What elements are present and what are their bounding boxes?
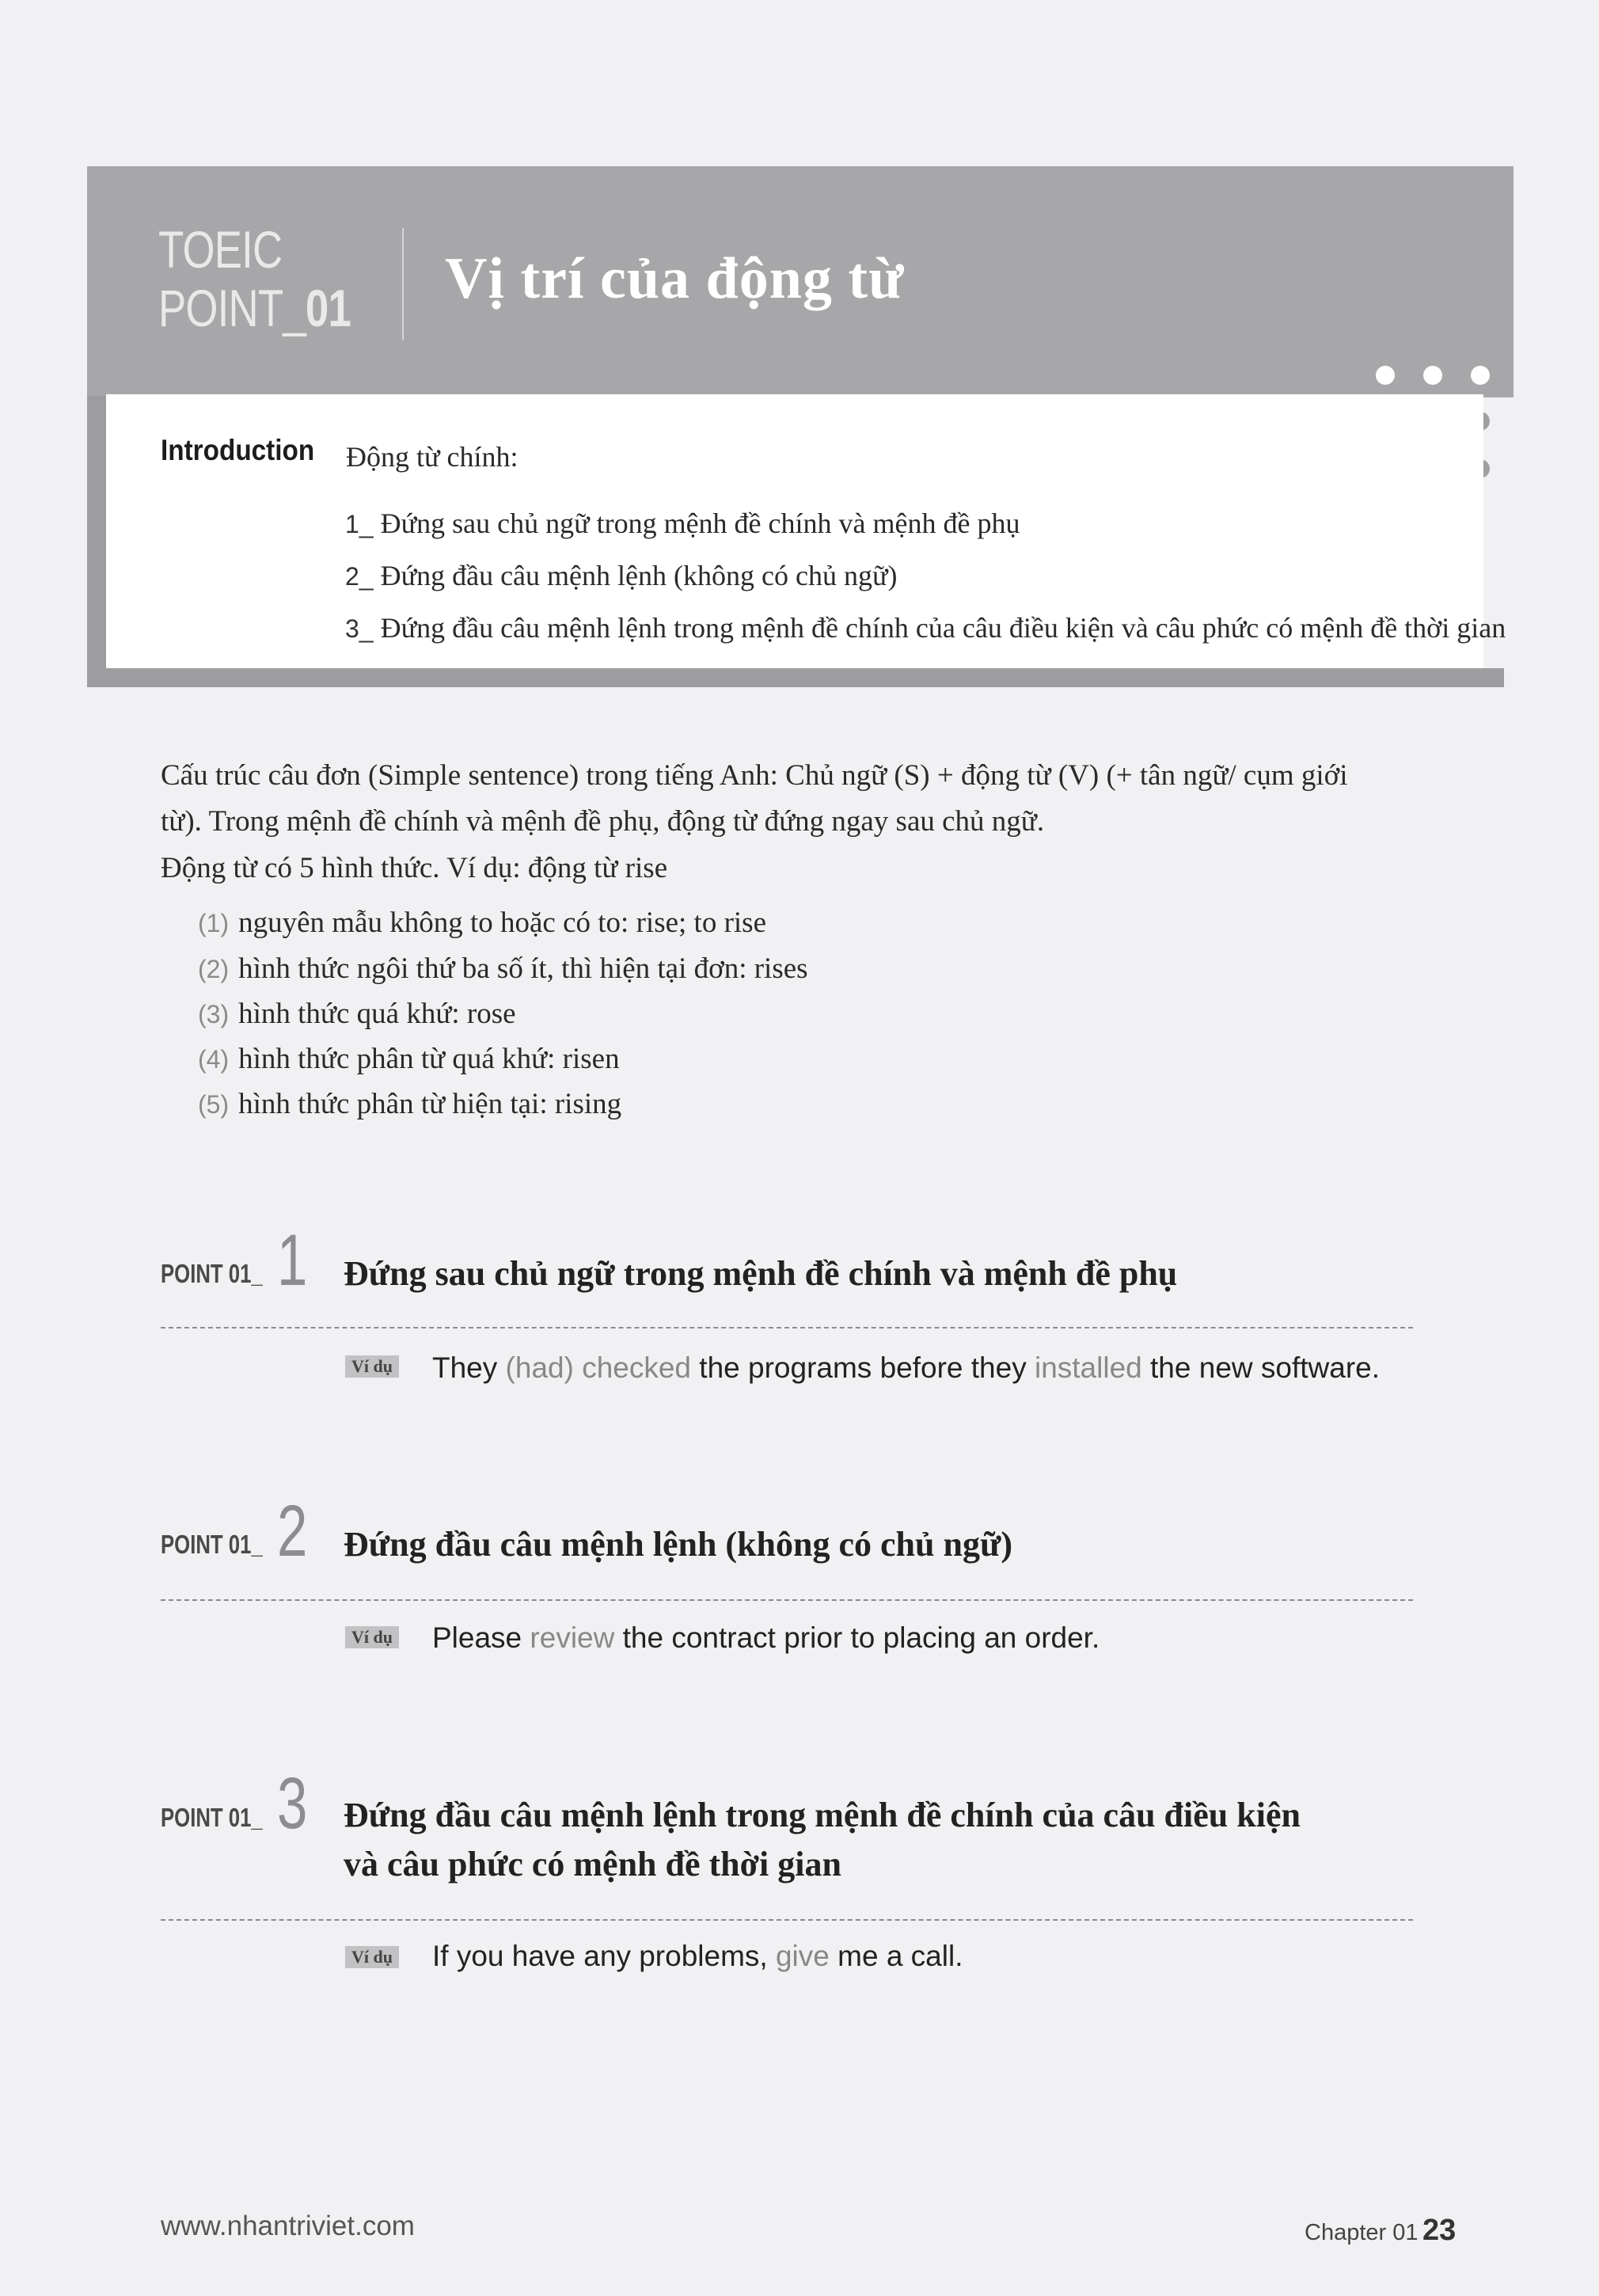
example-part: me a call. [829, 1940, 963, 1972]
intro-bottom-bar [87, 668, 1504, 687]
point-label: POINT 01_ [161, 1803, 263, 1832]
example-verb-highlight: review [530, 1621, 615, 1654]
form-list-item [198, 1087, 621, 1121]
page-title: Vị trí của động từ [445, 246, 905, 311]
example-verb-highlight: give [775, 1940, 830, 1972]
intro-item [345, 559, 897, 592]
point-divider [161, 1327, 1413, 1329]
page-number: 23 [1422, 2214, 1457, 2247]
form-text: hình thức ngôi thứ ba số ít, thì hiện tại đơn: rises [238, 952, 808, 985]
point-label: POINT 01_ [161, 1530, 263, 1559]
intro-item [345, 611, 1506, 644]
toeic-point-label [158, 220, 351, 337]
form-text: hình thức quá khứ: rose [238, 998, 516, 1030]
decor-dot [1423, 366, 1442, 385]
toeic-label-line2 [158, 279, 351, 337]
intro-left-bar [87, 396, 106, 687]
point-title: Đứng sau chủ ngữ trong mệnh đề chính và mệnh đề phụ [344, 1254, 1178, 1293]
form-list-item [198, 997, 516, 1031]
body-paragraph: Động từ có 5 hình thức. Ví dụ: động từ rise [161, 852, 668, 884]
intro-item-number: 3_ [345, 614, 374, 643]
point-number: 1 [277, 1220, 308, 1301]
example-part: the new software. [1141, 1351, 1381, 1384]
footer-url: www.nhantriviet.com [161, 2210, 415, 2241]
intro-label: Introduction [161, 434, 315, 466]
point-label: POINT 01_ [161, 1259, 263, 1288]
point-divider [161, 1919, 1413, 1921]
form-text: hình thức phân từ hiện tại: rising [238, 1088, 622, 1120]
intro-item-number: 1_ [345, 510, 374, 538]
form-text: nguyên mẫu không to hoặc có to: rise; to rise [238, 907, 766, 939]
example-label: Ví dụ [345, 1355, 399, 1378]
form-number: (3) [198, 1000, 230, 1028]
intro-item-text: Đứng đầu câu mệnh lệnh trong mệnh đề chính của câu điều kiện và câu phức có mệnh đề thời gian [380, 612, 1506, 644]
intro-item-number: 2_ [345, 562, 374, 591]
toeic-label-line1: TOEIC [158, 220, 283, 279]
point-title: Đứng đầu câu mệnh lệnh trong mệnh đề chính của câu điều kiện [344, 1796, 1301, 1834]
example-label: Ví dụ [345, 1946, 399, 1968]
body-paragraph: từ). Trong mệnh đề chính và mệnh đề phụ, động từ đứng ngay sau chủ ngữ. [161, 805, 1045, 838]
form-list-item [198, 1042, 620, 1076]
example-part: the contract prior to placing an order. [614, 1621, 1100, 1654]
body-paragraph: Cấu trúc câu đơn (Simple sentence) trong tiếng Anh: Chủ ngữ (S) + động từ (V) (+ tân ngữ/ cụm giới [161, 759, 1348, 792]
example-sentence [432, 1940, 963, 1973]
intro-heading: Động từ chính: [346, 441, 518, 473]
toeic-label-prefix: POINT_ [158, 279, 306, 337]
example-verb-highlight: (had) checked [505, 1351, 692, 1384]
header-divider [402, 228, 404, 340]
example-part: If you have any problems, [432, 1940, 776, 1972]
point-title-line2: và câu phức có mệnh đề thời gian [344, 1845, 841, 1884]
intro-item-text: Đứng sau chủ ngữ trong mệnh đề chính và mệnh đề phụ [380, 507, 1020, 539]
point-title: Đứng đầu câu mệnh lệnh (không có chủ ngữ) [344, 1525, 1013, 1564]
decor-dot [1376, 366, 1395, 385]
example-part: the programs before they [691, 1351, 1035, 1384]
decor-dot [1471, 366, 1490, 385]
example-part: They [432, 1351, 506, 1384]
point-number: 3 [277, 1763, 308, 1844]
form-list-item [198, 906, 766, 940]
example-label: Ví dụ [345, 1626, 399, 1648]
form-text: hình thức phân từ quá khứ: risen [238, 1043, 620, 1075]
toeic-label-number: 01 [305, 279, 351, 337]
footer-chapter: Chapter 01 [1305, 2220, 1419, 2245]
form-number: (2) [198, 955, 230, 983]
form-number: (1) [198, 909, 230, 937]
example-sentence [432, 1621, 1100, 1655]
point-number: 2 [277, 1491, 308, 1572]
form-list-item [198, 952, 808, 986]
example-verb-highlight: installed [1034, 1351, 1142, 1384]
example-sentence [432, 1351, 1380, 1385]
intro-item-text: Đứng đầu câu mệnh lệnh (không có chủ ngữ) [380, 560, 898, 591]
form-number: (5) [198, 1090, 230, 1119]
example-part: Please [432, 1621, 530, 1654]
form-number: (4) [198, 1045, 230, 1074]
intro-item [345, 507, 1020, 540]
point-divider [161, 1599, 1413, 1601]
